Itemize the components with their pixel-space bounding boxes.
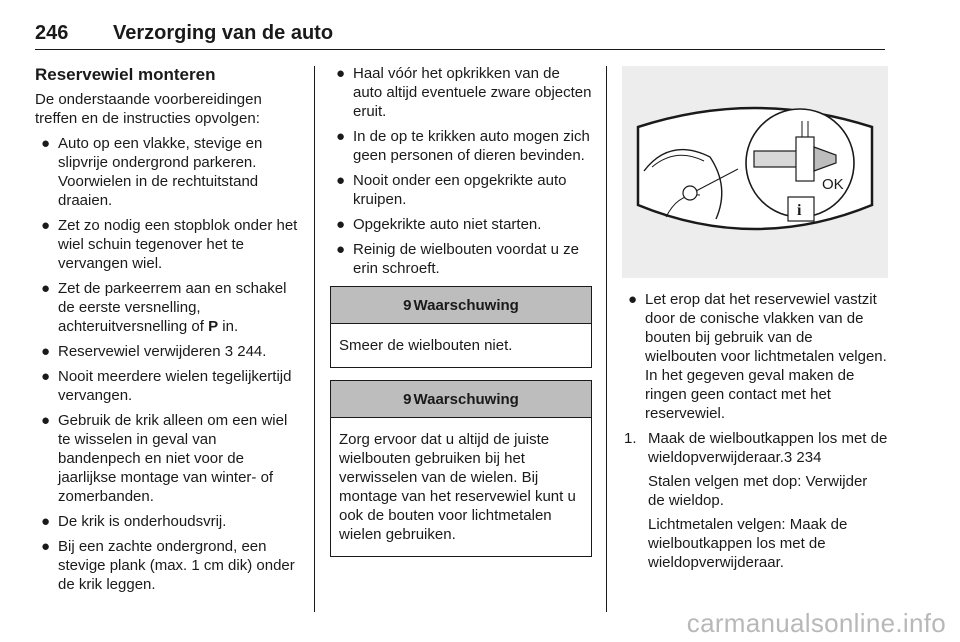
column-1 [35,62,300,600]
warning-heading: Waarschuwing [413,297,519,314]
header-rule [35,49,885,50]
intro-text: De onderstaande voorbereidingen treffen en de instructies opvolgen: [35,91,262,127]
list-item [35,411,300,506]
warning-body: Smeer de wielbouten niet. [331,323,591,367]
list-item [330,240,592,278]
list-item-text: Bij een zachte ondergrond, een stevige plank (max. 1 cm dik) onder de krik leggen. [58,538,295,593]
bullet-icon: ● [628,291,638,308]
warning-triangle-icon: 9 [403,391,412,408]
running-title: Verzorging van de auto [113,22,334,44]
bullet-icon: ● [336,128,346,145]
bullet-icon: ● [336,65,346,82]
list-item [622,290,888,423]
bullet-icon: ● [336,172,346,189]
step-paragraph: Lichtmetalen velgen: Maak de wielboutkappen los met de wieldopverwijderaar. [648,516,848,571]
list-item [35,216,300,273]
section-title: Reservewiel monteren [35,65,216,84]
bullet-icon: ● [41,513,51,530]
list-item [35,512,300,531]
list-item-text: Zet de parkeerrem aan en schakel de eerste versnelling, achteruitversnelling of [58,280,287,335]
bullet-icon: ● [41,343,51,360]
preparation-list [35,134,300,594]
step-item [622,429,888,572]
list-item-text: Reinig de wielbouten voordat u ze erin schroeft. [353,241,579,277]
column-3 [622,66,888,578]
list-item-text: in. [218,318,239,335]
bullet-icon: ● [41,538,51,555]
info-icon: i [797,202,802,219]
step-paragraph: Stalen velgen met dop: Verwijder de wieldop. [648,473,868,509]
steps-list [622,429,888,572]
warning-box [330,380,592,557]
step-text: Maak de wielboutkappen los met de wieldopverwijderaar. [648,430,888,466]
check-list [622,290,888,423]
bullet-icon: ● [41,217,51,234]
step-number: 1. [624,430,637,447]
list-item-text: Nooit meerdere wielen tegelijkertijd vervangen. [58,368,292,404]
page-reference-link[interactable]: 244. [237,343,267,360]
list-item [35,134,300,210]
list-item-text: Reservewiel verwijderen [58,343,225,360]
ok-label: OK [822,176,844,193]
page-reference-arrow-icon: 3 [224,343,234,360]
list-item-text: Nooit onder een opgekrikte auto kruipen. [353,172,567,208]
list-item [35,342,300,361]
list-item [35,537,300,594]
gear-position-p: P [208,318,219,335]
list-item-text: Auto op een vlakke, stevige en slipvrije ondergrond parkeren. Voorwielen in de rechtuitstand draaien. [58,135,263,209]
bullet-icon: ● [336,216,346,233]
list-item-text: Zet zo nodig een stopblok onder het wiel schuin tegenover het te vervangen wiel. [58,217,298,272]
page-number: 246 [35,22,69,44]
warning-header [331,287,591,323]
list-item [330,171,592,209]
list-item [330,215,592,234]
bullet-icon: ● [41,368,51,385]
column-divider-1 [314,66,315,612]
list-item-text: Let erop dat het reservewiel vastzit door de conische vlakken van de bouten bij gebruik van de wielbouten voor lichtmetalen velgen. In het gegeven geval maken de ringen geen contact met het reservewiel. [645,291,887,422]
bullet-icon: ● [41,412,51,429]
list-item-text: Haal vóór het opkrikken van de auto altijd eventuele zware objecten eruit. [353,65,592,120]
list-item [330,64,592,121]
list-item-text: Gebruik de krik alleen om een wiel te wisselen in geval van bandenpech en niet voor de jaarlijkse montage van winter- of zomerbanden. [58,412,288,505]
wheel-bolt-figure [622,66,888,278]
list-item [35,279,300,336]
list-item-text: In de op te krikken auto mogen zich geen personen of dieren bevinden. [353,128,590,164]
column-divider-2 [606,66,607,612]
page-reference-arrow-icon: 3 [783,449,793,466]
page-header [35,22,885,48]
warning-body: Zorg ervoor dat u altijd de juiste wielbouten gebruiken bij het verwisselen van de wielen. Bij montage van het reservewiel kunt u ook de bouten voor lichtmetalen wielen gebruiken. [331,417,591,556]
warning-heading: Waarschuwing [413,391,519,408]
list-item-text: Opgekrikte auto niet starten. [353,216,542,233]
list-item-text: De krik is onderhoudsvrij. [58,513,227,530]
warning-triangle-icon: 9 [403,297,412,314]
warning-box [330,286,592,368]
site-watermark: carmanualsonline.info [686,608,946,638]
page-reference-link[interactable]: 234 [796,449,822,466]
bullet-icon: ● [336,241,346,258]
wheel-bolt-illustration-icon [630,97,880,247]
warning-header [331,381,591,417]
safety-list [330,64,592,278]
list-item [35,367,300,405]
bullet-icon: ● [41,280,51,297]
bullet-icon: ● [41,135,51,152]
column-2 [330,64,592,569]
list-item [330,127,592,165]
